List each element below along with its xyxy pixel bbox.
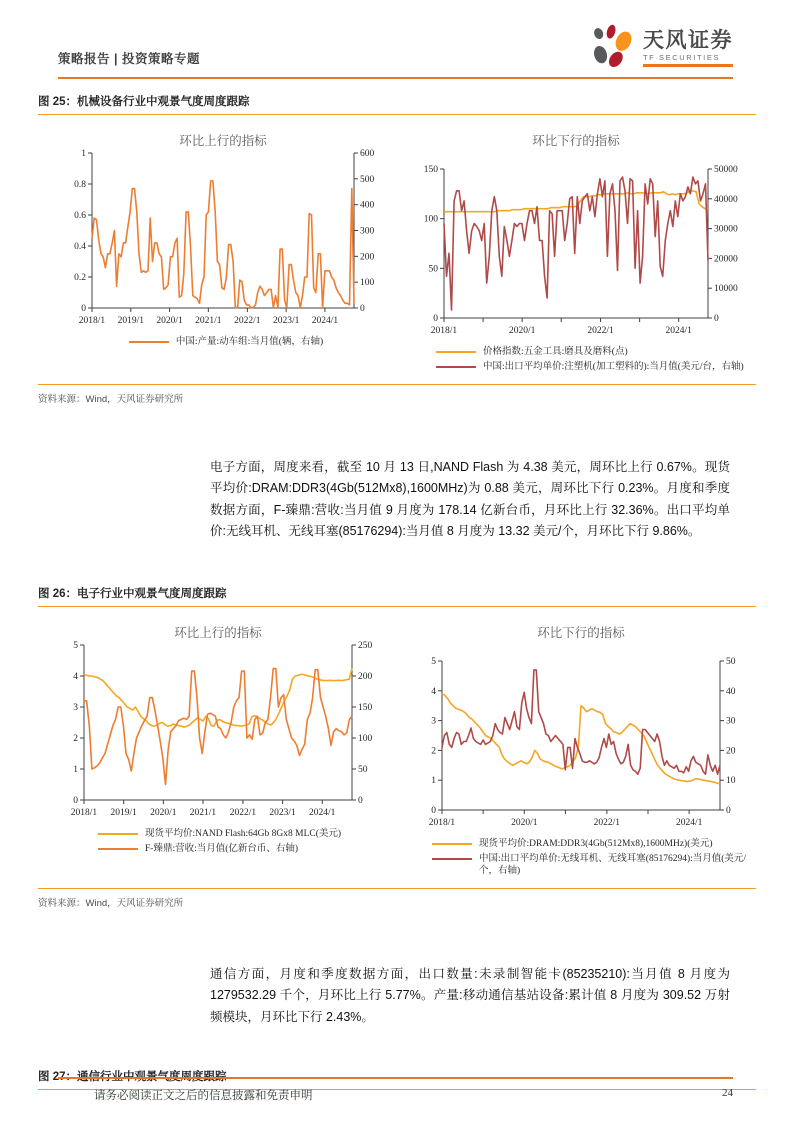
- series-line: [442, 670, 720, 774]
- figure-26-charts: [38, 621, 756, 878]
- figure-27-caption: 图 27：通信行业中观景气度周度跟踪: [38, 1068, 756, 1090]
- x-tick-label: 2019/1: [110, 807, 137, 818]
- left-tick-label: 4: [73, 671, 78, 682]
- left-tick-label: 0.8: [74, 180, 86, 190]
- series-line: [92, 181, 354, 308]
- x-tick-label: 2023/1: [269, 807, 296, 818]
- right-tick-label: 250: [358, 640, 373, 651]
- left-tick-label: 2: [431, 746, 436, 757]
- chart-25-down-indicators: [412, 129, 752, 344]
- x-tick-label: 2020/1: [511, 817, 538, 828]
- x-tick-label: 2022/1: [593, 817, 621, 828]
- legend-label: F-臻鼎:营收:当月值(亿新台币、右轴): [145, 844, 299, 855]
- series-line: [444, 177, 708, 310]
- logo-en-name: TF SECURITIES: [643, 52, 721, 62]
- x-tick-label: 2024/1: [309, 807, 336, 818]
- telecom-paragraph: 通信方面，月度和季度数据方面，出口数量:未录制智能卡(85235210):当月值 8 月度为 1279532.29 千个，月环比上行 5.77%。产量:移动通信基站设备:累计值 8 月度为 309.52 万射频模块，月环比下行 2.43%。: [210, 966, 730, 1024]
- tf-securities-logo: [590, 24, 733, 73]
- legend-swatch: [432, 858, 472, 860]
- x-tick-label: 2020/1: [508, 326, 536, 336]
- figure-25-charts: [38, 129, 756, 374]
- legend-swatch: [98, 848, 138, 850]
- x-tick-label: 2024/1: [665, 326, 692, 336]
- left-tick-label: 2: [73, 733, 78, 744]
- legend-swatch: [129, 341, 169, 343]
- legend-swatch: [432, 843, 472, 845]
- x-tick-label: 2019/1: [117, 316, 144, 326]
- right-tick-label: 0: [360, 304, 365, 314]
- x-tick-label: 2018/1: [430, 326, 458, 336]
- legend-item: [98, 843, 394, 855]
- chart-25-up-box: [58, 129, 394, 374]
- x-tick-label: 2022/1: [587, 326, 614, 336]
- legend-swatch: [98, 833, 138, 835]
- series-line: [84, 668, 352, 784]
- left-tick-label: 5: [431, 656, 436, 667]
- x-tick-label: 2024/1: [675, 817, 703, 828]
- right-tick-label: 200: [360, 252, 375, 263]
- left-tick-label: 3: [73, 702, 78, 713]
- right-tick-label: 200: [358, 671, 373, 682]
- chart-title: 环比下行的指标: [537, 625, 625, 640]
- figure-25-caption: 图 25：机械设备行业中观景气度周度跟踪: [38, 93, 756, 115]
- figure-26-bottom-rule: [38, 888, 756, 889]
- right-tick-label: 50000: [714, 165, 738, 175]
- left-tick-label: 0.4: [74, 242, 86, 252]
- logo-underline: [643, 64, 733, 67]
- x-tick-label: 2024/1: [311, 316, 339, 326]
- x-tick-label: 2018/1: [70, 807, 98, 818]
- left-tick-label: 0.6: [74, 211, 86, 221]
- legend-item: [129, 336, 323, 348]
- chart-25-up-legend: [58, 336, 394, 348]
- chart-title: 环比下行的指标: [532, 134, 620, 148]
- chart-25-up-indicators: [58, 129, 388, 334]
- right-tick-label: 40: [726, 686, 736, 697]
- right-tick-label: 10: [726, 775, 736, 786]
- right-tick-label: 100: [358, 733, 373, 744]
- legend-label: 价格指数:五金工具:磨具及磨料(点): [483, 347, 628, 357]
- page-header: [58, 24, 733, 79]
- footer-disclaimer: 请务必阅读正文之后的信息披露和免责申明: [94, 1090, 313, 1102]
- right-tick-label: 600: [360, 149, 375, 159]
- chart-26-down-indicators: [412, 621, 752, 836]
- left-tick-label: 1: [431, 775, 436, 786]
- figure-26-caption: 图 26：电子行业中观景气度周度跟踪: [38, 585, 756, 607]
- page-number: 24: [722, 1087, 733, 1099]
- right-tick-label: 0: [358, 795, 363, 806]
- right-tick-label: 20: [726, 746, 736, 757]
- logo-flower-icon: [590, 24, 636, 73]
- x-tick-label: 2022/1: [234, 316, 261, 326]
- figure-25-bottom-rule: [38, 384, 756, 385]
- chart-26-down-legend: [432, 838, 756, 878]
- left-tick-label: 0.2: [74, 273, 86, 283]
- right-tick-label: 20000: [714, 254, 738, 265]
- left-tick-label: 0: [431, 805, 436, 816]
- figure-26-source: 资料来源：Wind，天风证券研究所: [38, 897, 184, 909]
- right-tick-label: 150: [358, 702, 373, 713]
- left-tick-label: 3: [431, 716, 436, 727]
- report-type-title: 策略报告 | 投资策略专题: [58, 52, 200, 66]
- legend-swatch: [436, 366, 476, 368]
- chart-26-up-indicators: [58, 621, 388, 826]
- x-tick-label: 2020/1: [150, 807, 177, 818]
- page-footer: [58, 1077, 733, 1103]
- x-tick-label: 2022/1: [229, 807, 257, 818]
- chart-25-down-box: [412, 129, 756, 374]
- left-tick-label: 150: [423, 165, 438, 175]
- chart-title: 环比上行的指标: [179, 134, 267, 148]
- logo-text: [643, 30, 733, 68]
- right-tick-label: 50: [358, 764, 368, 775]
- x-tick-label: 2018/1: [428, 817, 456, 828]
- legend-swatch: [436, 351, 476, 353]
- right-tick-label: 500: [360, 174, 375, 185]
- right-tick-label: 50: [726, 656, 736, 667]
- right-tick-label: 400: [360, 200, 375, 211]
- legend-item: [436, 361, 756, 373]
- legend-item: [436, 346, 756, 358]
- right-tick-label: 10000: [714, 284, 738, 295]
- electronics-paragraph: 电子方面，周度来看，截至 10 月 13 日,NAND Flash 为 4.38 美元，周环比上行 0.67%。现货平均价:DRAM:DDR3(4Gb(512Mx8),1600MHz)为 0.88 美元，周环比下行 0.23%。月度和季度数据方面，F-臻鼎:营收:当月值 9 月度为 178.14 亿新台币，月环比上行 32.36%。出口平均单价:无线耳机、无线耳塞(85176294):当月值 8 月度为 13.32 美元/个，月环比下行 9.86%。: [210, 459, 730, 539]
- right-tick-label: 100: [360, 278, 375, 289]
- legend-label: 中国:出口平均单价:注塑机(加工塑料的):当月值(美元/台，右轴): [483, 362, 744, 373]
- right-tick-label: 40000: [714, 194, 738, 205]
- legend-label: 现货平均价:NAND Flash:64Gb 8Gx8 MLC(美元): [145, 828, 342, 839]
- left-tick-label: 5: [73, 640, 78, 651]
- left-tick-label: 100: [423, 214, 438, 225]
- legend-item: [98, 828, 394, 840]
- right-tick-label: 30: [726, 716, 736, 727]
- logo-cn-name: 天风证券: [643, 28, 733, 52]
- x-tick-label: 2021/1: [195, 316, 222, 326]
- x-tick-label: 2018/1: [78, 316, 106, 326]
- chart-26-up-box: [58, 621, 394, 878]
- right-tick-label: 300: [360, 226, 375, 237]
- left-tick-label: 50: [428, 264, 438, 275]
- right-tick-label: 0: [714, 314, 719, 324]
- left-tick-label: 4: [431, 686, 436, 697]
- legend-label: 中国:出口平均单价:无线耳机、无线耳塞(85176294):当月值(美元/个，右轴): [479, 854, 747, 877]
- chart-25-down-legend: [436, 346, 756, 374]
- chart-26-up-legend: [98, 828, 394, 856]
- legend-item: [432, 853, 756, 878]
- right-tick-label: 0: [726, 805, 731, 816]
- legend-label: 中国:产量:动车组:当月值(辆，右轴): [175, 337, 324, 347]
- x-tick-label: 2021/1: [189, 807, 217, 818]
- x-tick-label: 2020/1: [156, 316, 183, 326]
- chart-title: 环比上行的指标: [174, 625, 262, 640]
- left-tick-label: 0: [433, 314, 438, 324]
- left-tick-label: 1: [81, 149, 86, 159]
- right-tick-label: 30000: [714, 224, 738, 235]
- chart-26-down-box: [412, 621, 756, 878]
- left-tick-label: 0: [73, 795, 78, 806]
- legend-label: 现货平均价:DRAM:DDR3(4Gb(512Mx8),1600MHz)(美元): [479, 838, 713, 849]
- left-tick-label: 0: [81, 304, 86, 314]
- x-tick-label: 2023/1: [272, 316, 300, 326]
- left-tick-label: 1: [73, 764, 78, 775]
- legend-item: [432, 838, 756, 850]
- figure-25-source: 资料来源：Wind，天风证券研究所: [38, 393, 184, 405]
